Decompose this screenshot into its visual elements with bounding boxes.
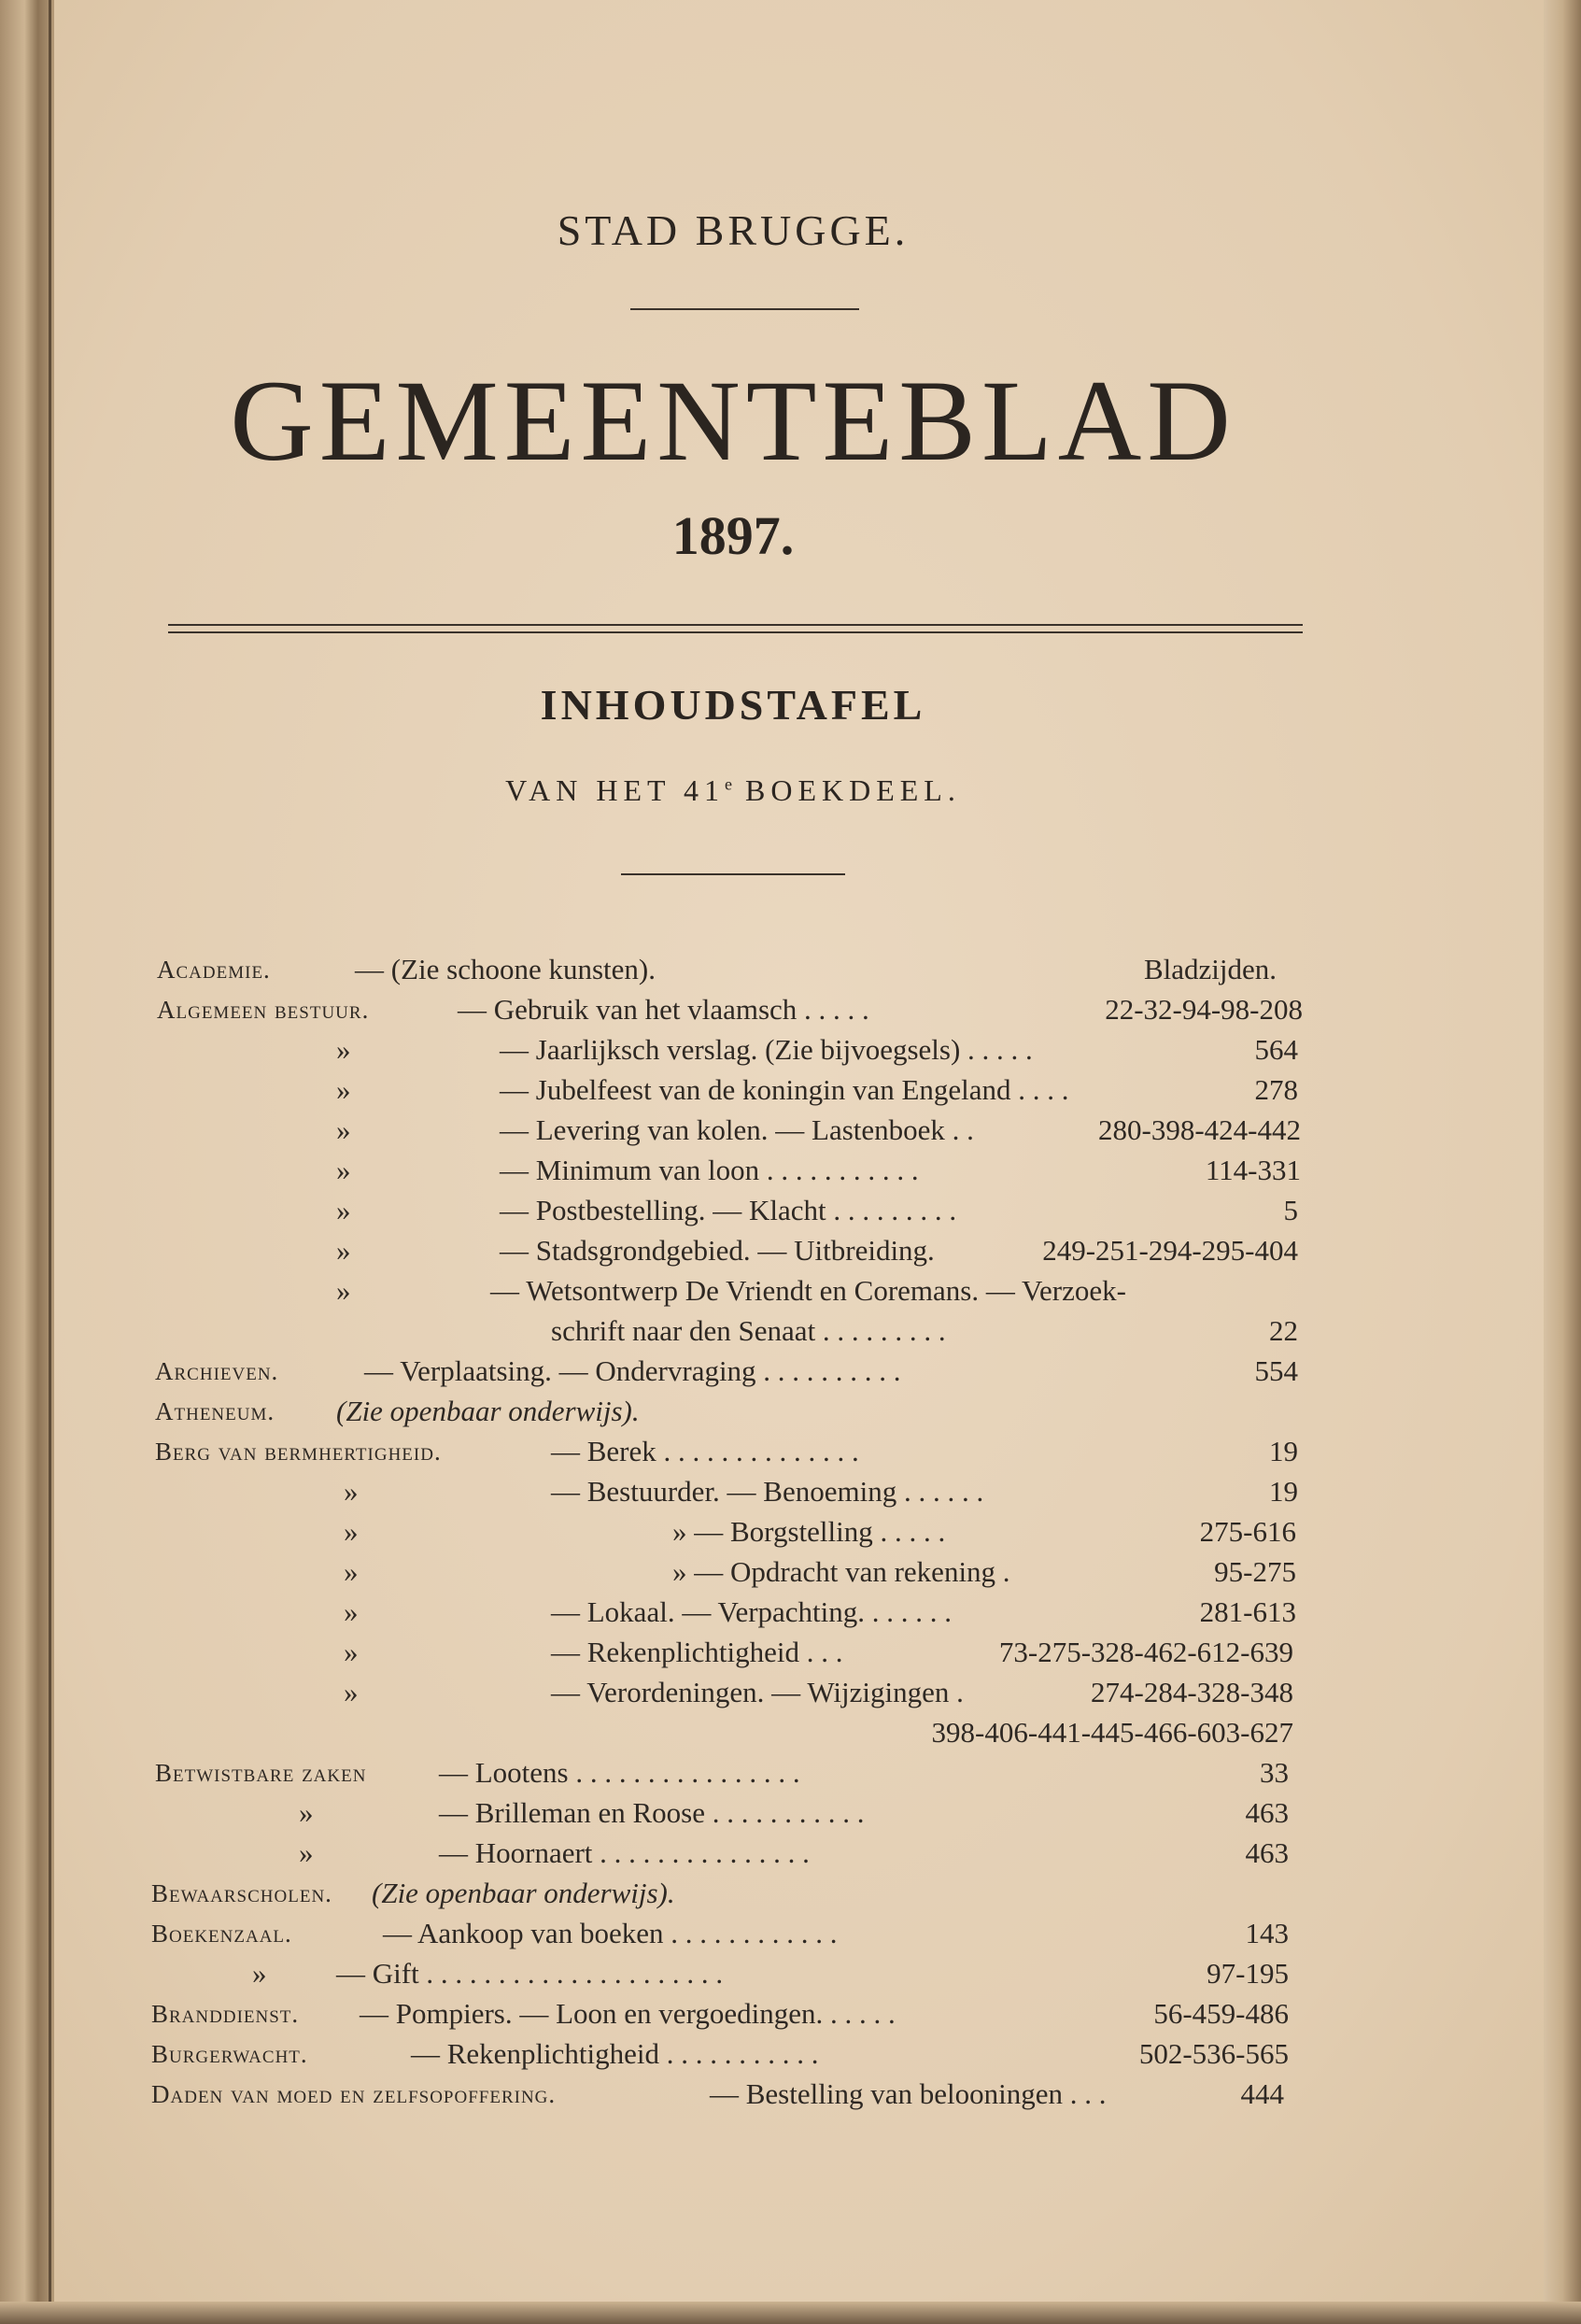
toc-entry-pages: 56-459-486: [1153, 1997, 1289, 2030]
toc-entry: [0, 1272, 1581, 1310]
toc-entry-pages: 564: [1254, 1033, 1298, 1066]
toc-entry-subject: — Bestuurder. — Benoeming . . . . . .: [551, 1475, 984, 1508]
toc-entry: [0, 2076, 1581, 2113]
toc-entry: [0, 1473, 1581, 1510]
toc-entry-subject: — Verplaatsing. — Ondervraging . . . . . . . . . .: [364, 1354, 901, 1387]
toc-entry: [0, 991, 1581, 1028]
toc-entry: [0, 1594, 1581, 1631]
toc-entry-pages: 280-398-424-442: [1098, 1113, 1301, 1146]
toc-entry-category: »: [344, 1555, 359, 1588]
toc-entry-pages: 22-32-94-98-208: [1105, 993, 1303, 1026]
publication-year: 1897.: [671, 505, 795, 566]
toc-entry-pages: 97-195: [1207, 1957, 1289, 1990]
toc-entry: [0, 1192, 1581, 1229]
toc-entry-category: »: [252, 1957, 267, 1990]
toc-entry-category: Boekenzaal.: [151, 1920, 292, 1948]
toc-heading: INHOUDSTAFEL: [540, 681, 926, 729]
toc-entry: [0, 2035, 1581, 2073]
toc-entry-subject: — Jubelfeest van de koningin van Engeland . . . .: [500, 1073, 1069, 1106]
toc-entry-category: Algemeen bestuur.: [157, 996, 370, 1024]
toc-entry-category: Branddienst.: [151, 2000, 300, 2028]
toc-entry-category: »: [344, 1595, 359, 1628]
toc-entry: [0, 1112, 1581, 1149]
toc-entry: [0, 1553, 1581, 1591]
toc-entry-subject: — Rekenplichtigheid . . . . . . . . . . .: [411, 2037, 819, 2070]
toc-entry-subject: — Rekenplichtigheid . . .: [551, 1636, 843, 1668]
toc-entry-category: »: [344, 1515, 359, 1548]
toc-entry-pages: 73-275-328-462-612-639: [998, 1636, 1293, 1668]
toc-entry-pages: 444: [1240, 2077, 1284, 2110]
toc-entry: [0, 1754, 1581, 1792]
toc-entry-pages: 19: [1269, 1435, 1298, 1467]
toc-entry-pages: 33: [1260, 1756, 1289, 1789]
publication-title: GEMEENTEBLAD: [230, 357, 1236, 485]
toc-entry-pages: 143: [1245, 1917, 1289, 1949]
toc-entry-category: Daden van moed en zelfsopoffering.: [151, 2080, 557, 2108]
toc-entry-subject: — Jaarlijksch verslag. (Zie bijvoegsels) . . . . .: [500, 1033, 1033, 1066]
toc-entry-category: Betwistbare zaken: [155, 1759, 367, 1787]
toc-entry-subject: — Pompiers. — Loon en vergoedingen. . . . . .: [360, 1997, 896, 2030]
toc-entry-category: »: [299, 1796, 314, 1829]
toc-entry: [0, 1794, 1581, 1832]
toc-entry-category: »: [344, 1636, 359, 1668]
toc-entry-category: »: [299, 1836, 314, 1869]
toc-entry-category: »: [344, 1475, 359, 1508]
toc-entry-category: »: [336, 1113, 351, 1146]
toc-entry-pages: 114-331: [1205, 1154, 1301, 1186]
toc-entry-subject: » — Opdracht van rekening .: [672, 1555, 1010, 1588]
toc-entry-pages: 19: [1269, 1475, 1298, 1508]
toc-entry-subject: — Bestelling van belooningen . . .: [710, 2077, 1107, 2110]
toc-entry-subject: — Aankoop van boeken . . . . . . . . . . . .: [383, 1917, 838, 1949]
toc-entry: [0, 1714, 1581, 1751]
toc-entry: [0, 1071, 1581, 1109]
toc-entry-subject: schrift naar den Senaat . . . . . . . . .: [551, 1314, 946, 1347]
subtitle-suffix: BOEKDEEL.: [731, 773, 961, 807]
toc-entry: [0, 1353, 1581, 1390]
toc-entry-category: »: [336, 1194, 351, 1226]
toc-entry-pages: 281-613: [1199, 1595, 1296, 1628]
toc-entry-subject: (Zie openbaar onderwijs).: [336, 1395, 640, 1427]
toc-entry-category: Bewaarscholen.: [151, 1879, 332, 1907]
toc-entry-category: Archieven.: [155, 1357, 279, 1385]
toc-entry-pages: 275-616: [1199, 1515, 1296, 1548]
toc-entry: [0, 1995, 1581, 2033]
toc-entry-pages: 398-406-441-445-466-603-627: [931, 1716, 1293, 1749]
toc-entry: [0, 1634, 1581, 1671]
toc-entry: [0, 1835, 1581, 1872]
toc-entry-subject: » — Borgstelling . . . . .: [672, 1515, 946, 1548]
toc-entry: [0, 1513, 1581, 1551]
toc-entry: [0, 1915, 1581, 1952]
toc-entry: [0, 1232, 1581, 1269]
toc-entry: [0, 1031, 1581, 1069]
toc-entry-category: »: [344, 1676, 359, 1708]
toc-entry-subject: — (Zie schoone kunsten).: [355, 953, 656, 985]
toc-entry: [0, 1955, 1581, 1992]
toc-entry: [0, 1152, 1581, 1189]
toc-entry-subject: — Postbestelling. — Klacht . . . . . . . . .: [500, 1194, 957, 1226]
toc-entry-category: Burgerwacht.: [151, 2040, 308, 2068]
toc-entry: [0, 1674, 1581, 1711]
subtitle-prefix: VAN HET 41: [505, 773, 725, 807]
toc-entry-subject: — Hoornaert . . . . . . . . . . . . . . .: [439, 1836, 810, 1869]
toc-entry: [0, 951, 1581, 988]
toc-entry-category: »: [336, 1073, 351, 1106]
pages-column-label: Bladzijden.: [1144, 953, 1278, 985]
toc-entry-pages: 554: [1254, 1354, 1298, 1387]
toc-entry-category: »: [336, 1033, 351, 1066]
toc-entry-subject: — Gift . . . . . . . . . . . . . . . . . . . . .: [336, 1957, 724, 1990]
toc-entry-subject: — Levering van kolen. — Lastenboek . .: [500, 1113, 974, 1146]
toc-entry-pages: 278: [1254, 1073, 1298, 1106]
toc-entry-category: Berg van bermhertigheid.: [155, 1438, 442, 1466]
toc-entry-pages: 95-275: [1214, 1555, 1296, 1588]
toc-entry-pages: 463: [1245, 1796, 1289, 1829]
toc-entry-subject: — Stadsgrondgebied. — Uitbreiding.: [500, 1234, 935, 1267]
toc-entry: [0, 1433, 1581, 1470]
toc-entry-pages: 249-251-294-295-404: [1042, 1234, 1298, 1267]
toc-entry: [0, 1312, 1581, 1350]
toc-entry-subject: — Wetsontwerp De Vriendt en Coremans. — Verzoek-: [490, 1274, 1126, 1307]
toc-entry-subject: — Minimum van loon . . . . . . . . . . .: [500, 1154, 919, 1186]
toc-entry-pages: 22: [1269, 1314, 1298, 1347]
toc-entry-subject: — Verordeningen. — Wijzigingen .: [551, 1676, 964, 1708]
toc-entry-subject: — Berek . . . . . . . . . . . . . .: [551, 1435, 859, 1467]
toc-entry-pages: 463: [1245, 1836, 1289, 1869]
toc-entry-subject: (Zie openbaar onderwijs).: [372, 1877, 675, 1909]
toc-entry: [0, 1393, 1581, 1430]
toc-entry-category: Academie.: [157, 956, 271, 984]
subtitle-superscript: e: [724, 774, 732, 794]
toc-entry: [0, 1875, 1581, 1912]
toc-entry-subject: — Brilleman en Roose . . . . . . . . . . .: [439, 1796, 865, 1829]
toc-entry-pages: 5: [1283, 1194, 1298, 1226]
toc-entry-subject: — Lootens . . . . . . . . . . . . . . . .: [439, 1756, 800, 1789]
toc-entry-category: »: [336, 1234, 351, 1267]
city-line: STAD BRUGGE.: [557, 206, 910, 254]
toc-entry-category: »: [336, 1274, 351, 1307]
toc-entry-category: Atheneum.: [155, 1397, 275, 1425]
toc-entry-pages: 274-284-328-348: [1091, 1676, 1293, 1708]
toc-entry-pages: 502-536-565: [1138, 2037, 1289, 2070]
toc-entry-category: »: [336, 1154, 351, 1186]
toc-entry-subject: — Gebruik van het vlaamsch . . . . .: [458, 993, 869, 1026]
toc-entry-subject: — Lokaal. — Verpachting. . . . . . .: [551, 1595, 953, 1628]
